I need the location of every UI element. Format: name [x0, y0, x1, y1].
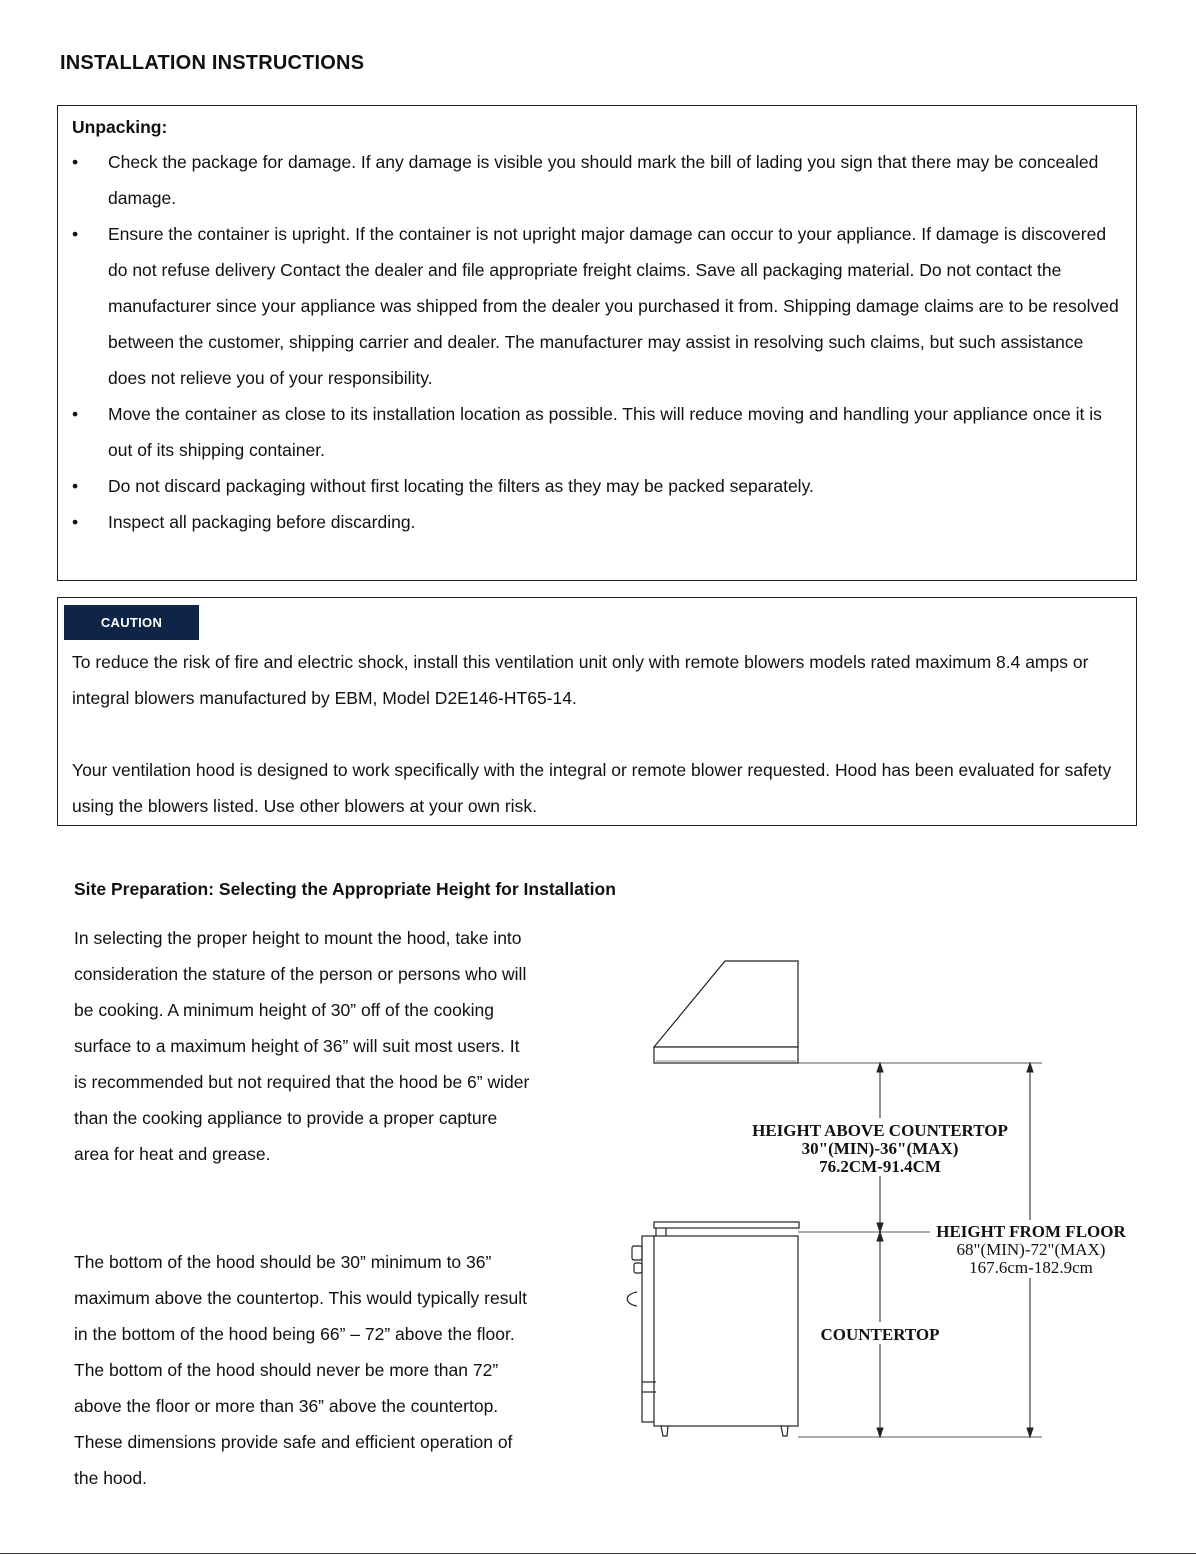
unpacking-heading: Unpacking:: [72, 117, 168, 137]
range-stove-icon: [627, 1222, 799, 1436]
countertop-label: COUNTERTOP: [820, 1325, 940, 1344]
list-item: [72, 396, 1126, 468]
caution-badge: CAUTION: [64, 605, 199, 640]
installation-height-diagram: [612, 950, 1142, 1450]
bullet-icon: •: [72, 512, 79, 532]
bullet-icon: •: [72, 224, 79, 244]
list-item-text: Inspect all packaging before discarding.: [108, 512, 416, 532]
height-above-countertop-metric: 76.2CM-91.4CM: [819, 1157, 941, 1176]
height-above-countertop-imperial: 30"(MIN)-36"(MAX): [801, 1139, 959, 1158]
bullet-icon: •: [72, 476, 79, 496]
list-item: [72, 468, 1126, 504]
page-title: INSTALLATION INSTRUCTIONS: [60, 52, 365, 74]
list-item: [72, 216, 1126, 396]
height-from-floor-title: HEIGHT FROM FLOOR: [936, 1222, 1126, 1241]
list-item: [72, 144, 1126, 216]
unpacking-box: [57, 105, 1137, 581]
range-hood-icon: [654, 961, 798, 1063]
caution-paragraph: To reduce the risk of fire and electric shock, install this ventilation unit only with remote blowers models rated maximum 8.4 amps or integral blowers manufactured by EBM, Model D2E146-HT65-14.: [72, 652, 1089, 708]
body-paragraph: The bottom of the hood should be 30” minimum to 36” maximum above the countertop. This would typically result in the bottom of the hood being 66” – 72” above the floor. The bottom of the hood should never be more than 72” above the floor or more than 36” above the countertop. These dimensions provide safe and efficient operation of the hood.: [74, 1252, 527, 1488]
height-above-countertop-title: HEIGHT ABOVE COUNTERTOP: [752, 1121, 1008, 1140]
list-item-text: Move the container as close to its installation location as possible. This will reduce moving and handling your appliance once it is out of its shipping container.: [108, 404, 1102, 460]
caution-paragraph: Your ventilation hood is designed to work specifically with the integral or remote blower requested. Hood has been evaluated for safety using the blowers listed. Use other blowers at your own risk.: [72, 760, 1112, 816]
footer-rule: [0, 1553, 1196, 1554]
caution-box: [57, 597, 1137, 826]
section-title: Site Preparation: Selecting the Appropriate Height for Installation: [74, 879, 616, 899]
height-from-floor-imperial: 68"(MIN)-72"(MAX): [956, 1240, 1106, 1259]
list-item: [72, 504, 1126, 540]
height-from-floor-metric: 167.6cm-182.9cm: [969, 1258, 1093, 1277]
list-item-text: Check the package for damage. If any damage is visible you should mark the bill of lading you sign that there may be concealed damage.: [108, 152, 1099, 208]
list-item-text: Do not discard packaging without first locating the filters as they may be packed separately.: [108, 476, 814, 496]
list-item-text: Ensure the container is upright. If the container is not upright major damage can occur to your appliance. If damage is discovered do not refuse delivery Contact the dealer and file appropriate freight claims. Save all packaging material. Do not contact the manufacturer since your appliance was shipped from the dealer you purchased it from. Shipping damage claims are to be resolved between the customer, shipping carrier and dealer. The manufacturer may assist in resolving such claims, but such assistance does not relieve you of your responsibility.: [108, 224, 1119, 388]
unpacking-list: [72, 144, 1126, 540]
bullet-icon: •: [72, 152, 79, 172]
body-paragraph: In selecting the proper height to mount the hood, take into consideration the stature of the person or persons who will be cooking. A minimum height of 30” off of the cooking surface to a maximum height of 36” will suit most users. It is recommended but not required that the hood be 6” wider than the cooking appliance to provide a proper capture area for heat and grease.: [74, 928, 530, 1164]
bullet-icon: •: [72, 404, 79, 424]
